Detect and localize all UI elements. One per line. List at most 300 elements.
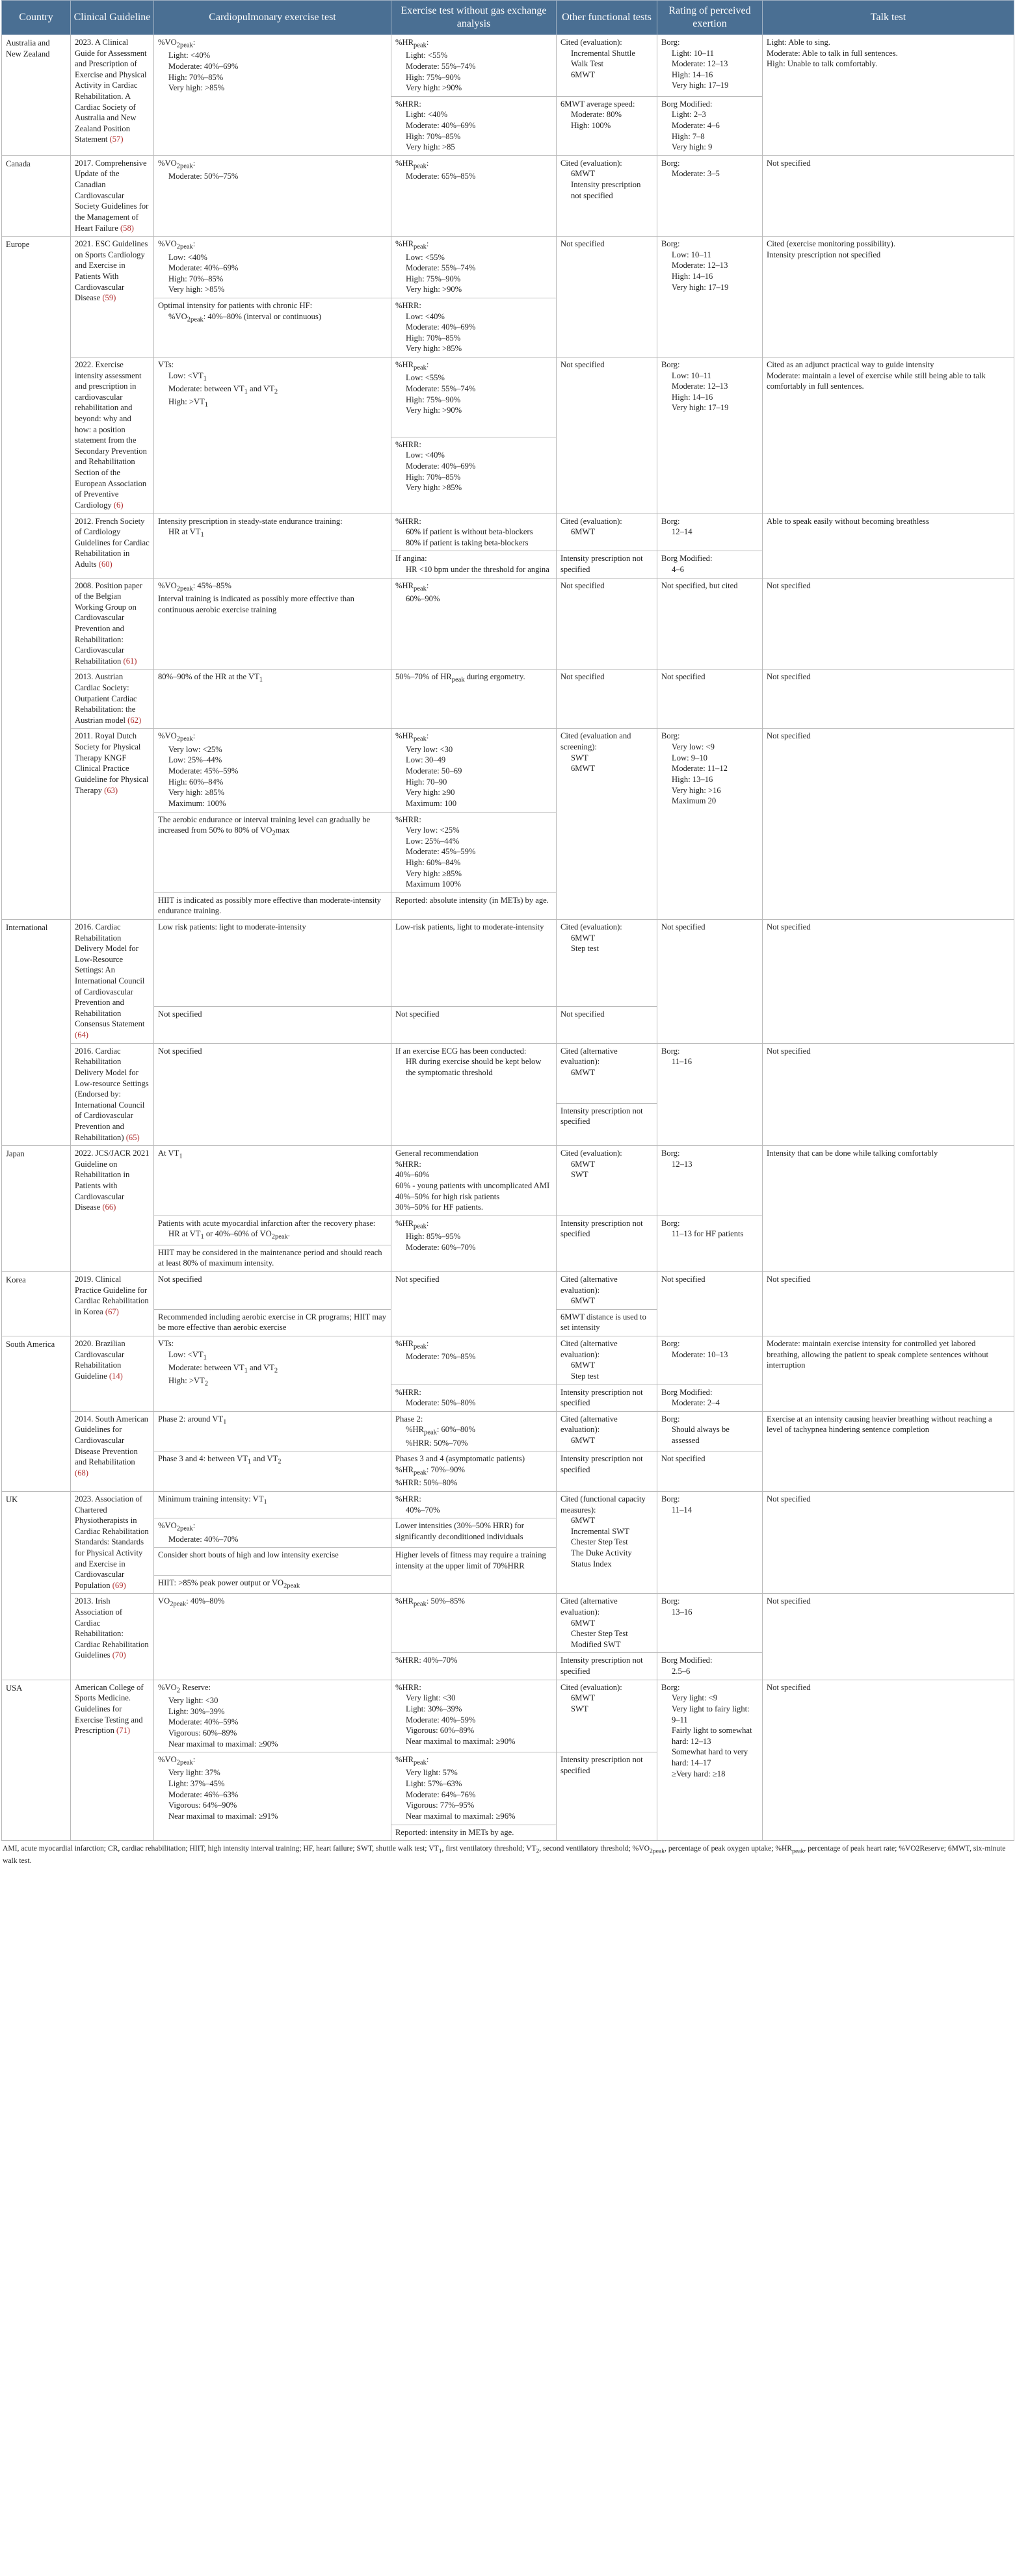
cell-line: 11–16: [672, 1057, 692, 1067]
cell-line: $\%VO_{2peak}$:: [158, 38, 196, 49]
guideline-cell: [71, 1491, 154, 1593]
no-gas-cell: [391, 1216, 557, 1271]
cell-line: Borg:: [661, 1494, 680, 1503]
no-gas-cell: [391, 920, 557, 1007]
cell-line: Maximum 100%: [406, 879, 462, 889]
other-tests-cell: [557, 578, 657, 670]
cell-line: Able to speak easily without becoming breathless: [767, 516, 929, 526]
cell-line: Chester Step Test: [571, 1629, 628, 1639]
other-tests-cell: [557, 96, 657, 155]
country-cell: Australia and New Zealand: [2, 35, 71, 156]
cell-line: Vigorous: 60%–89%: [406, 1726, 475, 1736]
cell-line: Light: <40%: [406, 110, 448, 120]
cell-line: %HRR: 50%–80%: [395, 1478, 458, 1488]
country-cell: Canada: [2, 155, 71, 236]
cell-line: Not specified: [158, 1046, 202, 1056]
cpet-cell: [154, 1491, 391, 1518]
cell-line: Moderate: 50%–80%: [406, 1398, 476, 1408]
no-gas-cell: [391, 670, 557, 729]
cell-line: HIIT may be considered in the maintenance period and should reach at least 80% of maximum intensity.: [158, 1247, 384, 1268]
reference-link[interactable]: (57): [109, 135, 124, 144]
table-row: [2, 1680, 1014, 1752]
cell-line: 40%–50% for high risk patients: [395, 1191, 500, 1201]
rpe-cell: [657, 729, 763, 920]
cell-line: 11–14: [672, 1505, 692, 1515]
cell-line: If an exercise ECG has been conducted:: [395, 1046, 527, 1056]
talk-test-cell: [763, 237, 1014, 358]
reference-link[interactable]: (68): [75, 1468, 88, 1477]
talk-test-cell: [763, 514, 1014, 578]
cell-line: %HRR:: [395, 814, 421, 824]
no-gas-cell: [391, 578, 557, 670]
guideline-title: 2023. Association of Chartered Physiotherapists in Cardiac Rehabilitation Standards: Standards for Physical Activity and Exercise in Cardiovascular Population: [75, 1494, 149, 1590]
cell-line: %HRR:: [395, 1682, 421, 1692]
cell-line: Moderate: 40%–69%: [406, 121, 476, 131]
cell-line: Moderate: 80%: [571, 110, 622, 120]
cpet-cell: [154, 1411, 391, 1451]
no-gas-cell: [391, 1752, 557, 1825]
cell-line: $\%HR_{peak}$: 50%–85%: [395, 1596, 465, 1608]
cell-line: %HRR:: [395, 439, 421, 449]
cell-line: HIIT: >85% peak power output or $VO_{2peak}$: [158, 1578, 300, 1590]
cell-line: 80% if patient is taking beta-blockers: [406, 538, 529, 547]
cell-line: HR at $VT_1$: [168, 527, 204, 539]
guideline-cell: [71, 35, 154, 156]
cell-line: High: 75%–90%: [406, 395, 461, 404]
cell-line: Incremental Shuttle Walk Test: [571, 48, 637, 69]
rpe-cell: [657, 1680, 763, 1840]
cell-line: Not specified: [661, 1275, 705, 1284]
reference-link[interactable]: (59): [102, 293, 116, 303]
cell-line: High: 100%: [571, 121, 611, 131]
no-gas-cell: [391, 1825, 557, 1841]
guideline-title: 2023. A Clinical Guide for Assessment and Prescription of Exercise and Physical Activity in Cardiac Rehabilitation. A Cardiac Society of Australia and New Zealand Position Statement: [75, 38, 147, 144]
cell-line: High: 70%–85%: [406, 333, 461, 343]
cell-line: General recommendation: [395, 1149, 479, 1158]
cell-line: Optimal intensity for patients with chronic HF:: [158, 300, 313, 310]
guideline-title: 2014. South American Guidelines for Cardiovascular Disease Prevention and Rehabilitation: [75, 1414, 148, 1467]
cell-line: Moderate: 40%–69%: [406, 461, 476, 471]
cell-line: 11–13 for HF patients: [672, 1229, 744, 1239]
cell-line: 6MWT: [571, 1296, 596, 1306]
cell-line: Very high: 17–19: [672, 403, 729, 413]
cell-line: Not specified: [560, 580, 605, 590]
cell-line: 6MWT: [571, 1435, 596, 1445]
cell-line: Moderate: 12–13: [672, 59, 728, 69]
cell-line: Borg:: [661, 516, 680, 526]
cell-line: Not specified: [767, 1682, 811, 1692]
cell-line: 60%–90%: [406, 593, 440, 603]
cpet-cell: [154, 670, 391, 729]
cpet-cell: [154, 920, 391, 1007]
cell-line: Moderate: 12–13: [672, 261, 728, 270]
cell-line: High: 75%–90%: [406, 72, 461, 82]
guideline-title: 2019. Clinical Practice Guideline for Cardiac Rehabilitation in Korea: [75, 1275, 149, 1316]
table-row: [2, 920, 1014, 1007]
guideline-table-container: [1, 0, 1014, 1868]
cell-line: Borg:: [661, 1046, 680, 1056]
cpet-cell: [154, 357, 391, 514]
column-header-country: Country: [2, 1, 71, 35]
country-cell: UK: [2, 1491, 71, 1680]
other-tests-cell: [557, 155, 657, 236]
cell-line: 6MWT: [571, 764, 596, 774]
cell-line: Very high: 17–19: [672, 81, 729, 90]
rpe-cell: [657, 1594, 763, 1653]
cell-line: 80%–90% of the HR at the $VT_1$: [158, 672, 263, 684]
cell-line: Borg:: [661, 731, 680, 741]
cell-line: Borg:: [661, 1682, 680, 1692]
cell-line: Moderate: between $VT_1$ and $VT_2$: [168, 1363, 278, 1375]
cell-line: Borg Modified:: [661, 1387, 713, 1397]
cell-line: Cited (evaluation and screening):: [560, 731, 633, 752]
cell-line: 30%–50% for HF patients.: [395, 1203, 484, 1212]
cpet-cell: [154, 1309, 391, 1336]
other-tests-cell: [557, 1680, 657, 1752]
cell-line: Low: 25%–44%: [168, 755, 222, 765]
cell-line: $\%HR_{peak}$:: [395, 580, 429, 593]
other-tests-cell: [557, 1006, 657, 1043]
cell-line: Light: 2–3: [672, 110, 706, 120]
talk-test-cell: [763, 920, 1014, 1044]
table-footnote: AMI, acute myocardial infarction; CR, cardiac rehabilitation; HIIT, high intensity interval training; HF, heart failure; SWT, shuttle walk test; $VT_1$, first ventilatory threshold; $VT_2$, second ventilatory threshold; $\%VO_{2peak}$, percentage of peak oxygen uptake; $\%HR_{peak}$, percentage of peak heart rate; %VO2Reserve; 6MWT, six-minute walk test.: [3, 1844, 1006, 1866]
rpe-cell: [657, 1653, 763, 1680]
cell-line: Moderate: 55%–74%: [406, 61, 476, 71]
no-gas-cell: [391, 357, 557, 437]
cell-line: Moderate: 45%–59%: [406, 847, 476, 857]
cell-line: Cited (alternative evaluation):: [560, 1275, 620, 1295]
cell-line: Borg Modified:: [661, 99, 713, 109]
cell-line: Very light: <9: [672, 1693, 718, 1703]
rpe-cell: [657, 1043, 763, 1145]
table-row: [2, 1594, 1014, 1653]
reference-link[interactable]: (71): [116, 1726, 131, 1736]
cpet-cell: [154, 1548, 391, 1576]
cell-line: Cited (evaluation):: [560, 38, 622, 47]
cell-line: Intensity prescription not specified: [560, 1218, 645, 1239]
other-tests-cell: [557, 237, 657, 358]
reference-link[interactable]: (58): [120, 223, 134, 233]
cell-line: 4–6: [672, 564, 684, 574]
table-row: [2, 1491, 1014, 1518]
cell-line: 6MWT: [571, 1360, 596, 1370]
rpe-cell: [657, 96, 763, 155]
cell-line: $\%HR_{peak}$:: [395, 1755, 429, 1767]
guideline-title: 2022. Exercise intensity assessment and prescription in cardiovascular rehabilitation and beyond: why and how: a position statement from the Secondary Prevention and Rehabilitation Section of the European Association of Preventive Cardiology: [75, 359, 147, 510]
cell-line: %HRR: 40%–70%: [395, 1656, 458, 1665]
cell-line: Low risk patients: light to moderate-intensity: [158, 922, 306, 931]
cell-line: Not specified: [395, 1275, 440, 1284]
cell-line: ≥Very hard: ≥18: [672, 1769, 726, 1778]
cell-line: Very high: 9: [672, 142, 713, 152]
cell-line: Not specified: [560, 239, 605, 249]
no-gas-cell: [391, 1491, 557, 1518]
other-tests-cell: [557, 1385, 657, 1411]
cell-line: Not specified: [395, 1009, 440, 1019]
cell-line: Very high: >85%: [168, 285, 225, 294]
cell-line: Cited (evaluation):: [560, 922, 622, 931]
cell-line: Moderate: 40%–70%: [168, 1534, 239, 1544]
talk-test-cell: [763, 1043, 1014, 1145]
talk-test-cell: [763, 1594, 1014, 1680]
cell-line: Modified SWT: [571, 1639, 621, 1649]
cell-line: $\%VO_{2peak}$: 45%–85%: [158, 580, 231, 593]
cell-line: $\%HR_{peak}$: 70%–90%: [395, 1464, 465, 1477]
cell-line: 6MWT: [571, 1618, 596, 1628]
cell-line: Moderate: 64%–76%: [406, 1789, 476, 1799]
cell-line: Intensity prescription not specified: [560, 1755, 645, 1775]
guideline-table: [1, 0, 1014, 1841]
cell-line: Moderate: 12–13: [672, 382, 728, 391]
cell-line: Incremental SWT: [571, 1526, 629, 1536]
cell-line: At $VT_1$: [158, 1149, 183, 1160]
cell-line: Borg Modified:: [661, 1656, 713, 1665]
cpet-cell: [154, 1043, 391, 1145]
cell-line: Very high: >90%: [406, 83, 462, 93]
cell-line: Moderate: Able to talk in full sentences.: [767, 48, 898, 58]
reference-link[interactable]: (14): [109, 1371, 123, 1381]
cell-line: Very high: >16: [672, 785, 721, 795]
cell-line: Very high: ≥85%: [406, 868, 462, 878]
cell-line: Intensity prescription in steady-state endurance training:: [158, 516, 343, 526]
cell-line: Low: <40%: [168, 252, 207, 262]
cpet-cell: [154, 155, 391, 236]
no-gas-cell: [391, 729, 557, 812]
guideline-cell: [71, 920, 154, 1044]
cell-line: High: 60%–84%: [168, 777, 224, 787]
cell-line: Intensity prescription not specified: [560, 1454, 645, 1474]
cell-line: $\%VO_{2peak}$: 40%–80% (interval or continuous): [168, 311, 321, 324]
reference-link[interactable]: (6): [113, 500, 124, 510]
other-tests-cell: [557, 1451, 657, 1492]
table-row: [2, 237, 1014, 298]
cell-line: $\%HR_{peak}$: 60%–80%: [406, 1425, 475, 1437]
cell-line: Not specified: [560, 1009, 605, 1019]
talk-test-cell: [763, 1146, 1014, 1272]
cell-line: Not specified: [560, 672, 605, 682]
cell-line: Very light: 37%: [168, 1768, 220, 1778]
cell-line: Very light: 57%: [406, 1768, 458, 1778]
cell-line: $VO_{2peak}$: 40%–80%: [158, 1596, 225, 1608]
cell-line: Not specified: [661, 922, 705, 931]
cell-line: Moderate: maintain exercise intensity for controlled yet labored breathing, allowing the patient to speak complete sentences without interruption: [767, 1339, 991, 1370]
cell-line: Not specified: [767, 158, 811, 168]
cell-line: Low: 10–11: [672, 371, 711, 380]
cell-line: Borg:: [661, 38, 680, 47]
cell-line: Very low: <9: [672, 742, 715, 752]
cell-line: Not specified: [560, 359, 605, 369]
cell-line: Reported: intensity in METs by age.: [395, 1827, 514, 1837]
cell-line: High: Unable to talk comfortably.: [767, 59, 878, 69]
cell-line: Very high: >85%: [168, 83, 225, 93]
reference-link[interactable]: (64): [75, 1030, 88, 1040]
no-gas-cell: [391, 1548, 557, 1594]
rpe-cell: [657, 670, 763, 729]
cell-line: Near maximal to maximal: ≥90%: [168, 1739, 278, 1749]
cell-line: Low: <40%: [406, 311, 445, 321]
table-row: [2, 514, 1014, 551]
table-row: [2, 729, 1014, 812]
guideline-title: 2013. Austrian Cardiac Society: Outpatient Cardiac Rehabilitation: the Austrian model: [75, 672, 137, 725]
cell-line: SWT: [571, 1704, 588, 1713]
cell-line: Higher levels of fitness may require a training intensity at the upper limit of 70%HRR: [395, 1550, 549, 1570]
no-gas-cell: [391, 1653, 557, 1680]
cell-line: Somewhat hard to very hard: 14–17: [672, 1747, 750, 1767]
other-tests-cell: [557, 1272, 657, 1310]
guideline-cell: [71, 1411, 154, 1491]
cell-line: Intensity prescription not specified: [560, 1106, 645, 1126]
cell-line: Cited (alternative evaluation):: [560, 1414, 620, 1435]
talk-test-cell: [763, 357, 1014, 514]
country-cell: International: [2, 920, 71, 1146]
reference-link[interactable]: (67): [105, 1307, 119, 1316]
cell-line: The Duke Activity Status Index: [571, 1548, 634, 1568]
other-tests-cell: [557, 1146, 657, 1216]
other-tests-cell: [557, 1103, 657, 1146]
cell-line: 6MWT: [571, 1159, 596, 1169]
cell-line: The aerobic endurance or interval training level can gradually be increased from 50% to 80% of $VO_2\max$: [158, 814, 373, 837]
no-gas-cell: [391, 1336, 557, 1385]
cell-line: SWT: [571, 753, 588, 762]
guideline-cell: [71, 155, 154, 236]
cell-line: Recommended including aerobic exercise in CR programs; HIIT may be more effective than aerobic exercise: [158, 1312, 389, 1333]
cell-line: Step test: [571, 1371, 600, 1381]
cell-line: Moderate: 40%–69%: [406, 322, 476, 332]
cell-line: Lower intensities (30%–50% HRR) for significantly deconditioned individuals: [395, 1521, 527, 1541]
guideline-cell: [71, 1336, 154, 1412]
rpe-cell: [657, 1385, 763, 1411]
guideline-title: 2008. Position paper of the Belgian Working Group on Cardiovascular Prevention and Rehabilitation: Cardiovascular Rehabilitation: [75, 580, 142, 666]
guideline-title: 2021. ESC Guidelines on Sports Cardiology and Exercise in Patients With Cardiovascular Disease: [75, 239, 148, 303]
cell-line: Moderate: 50%–75%: [168, 172, 239, 181]
cell-line: Should always be assessed: [672, 1425, 732, 1445]
cell-line: Moderate: 3–5: [672, 169, 720, 179]
cell-line: Borg:: [661, 1218, 680, 1228]
cell-line: 60% if patient is without beta-blockers: [406, 527, 533, 537]
cell-line: Very high: >85: [406, 142, 455, 152]
talk-test-cell: [763, 578, 1014, 670]
cell-line: Vigorous: 77%–95%: [406, 1801, 475, 1810]
rpe-cell: [657, 1411, 763, 1451]
cell-line: Light: 30%–39%: [168, 1706, 225, 1716]
table-header-row: [2, 1, 1014, 35]
cell-line: Moderate: 65%–85%: [406, 172, 476, 181]
reference-link[interactable]: (60): [98, 559, 112, 569]
other-tests-cell: [557, 551, 657, 578]
cell-line: Cited (evaluation):: [560, 158, 622, 168]
cell-line: Borg:: [661, 239, 680, 249]
cell-line: $\%HR_{peak}$:: [395, 158, 429, 170]
other-tests-cell: [557, 514, 657, 551]
cell-line: Cited (alternative evaluation):: [560, 1339, 620, 1359]
no-gas-cell: [391, 298, 557, 357]
table-body: [2, 35, 1014, 1841]
cell-line: Borg:: [661, 158, 680, 168]
no-gas-cell: [391, 1411, 557, 1451]
cell-line: Low: 10–11: [672, 250, 711, 259]
cell-line: Low: $<VT_1$: [168, 371, 207, 383]
cell-line: Moderate: 45%–59%: [168, 766, 239, 776]
cell-line: 6MWT: [571, 169, 596, 179]
cell-line: Near maximal to maximal: ≥90%: [406, 1736, 516, 1746]
reference-link[interactable]: (66): [102, 1203, 116, 1212]
cell-line: High: 70%–85%: [406, 472, 461, 482]
country-cell: Korea: [2, 1272, 71, 1336]
table-row: [2, 1272, 1014, 1310]
rpe-cell: [657, 1146, 763, 1216]
no-gas-cell: [391, 1594, 557, 1653]
cell-line: Near maximal to maximal: ≥91%: [168, 1811, 278, 1821]
guideline-cell: [71, 729, 154, 920]
cpet-cell: [154, 578, 391, 670]
reference-link[interactable]: (70): [112, 1650, 126, 1660]
reference-link[interactable]: (61): [123, 656, 137, 666]
cell-line: Intensity prescription not specified: [560, 1387, 645, 1408]
rpe-cell: [657, 155, 763, 236]
cpet-cell: [154, 1006, 391, 1043]
cell-line: $\%VO_{2peak}$:: [158, 1521, 196, 1533]
cpet-cell: [154, 1594, 391, 1680]
cell-line: Maximum: 100%: [168, 798, 226, 808]
cell-line: $\%HR_{peak}$:: [395, 1218, 429, 1230]
cell-line: Phase 2: around $VT_1$: [158, 1414, 227, 1426]
cpet-cell: [154, 1216, 391, 1245]
cell-line: Phase 3 and 4: between $VT_1$ and $VT_2$: [158, 1454, 282, 1466]
cell-line: Borg:: [661, 1414, 680, 1424]
cell-line: Not specified: [767, 1046, 811, 1056]
table-row: [2, 578, 1014, 670]
cell-line: Intensity that can be done while talking comfortably: [767, 1149, 938, 1158]
cpet-cell: [154, 1680, 391, 1752]
guideline-cell: [71, 1043, 154, 1145]
cell-line: Very high: 17–19: [672, 282, 729, 292]
cell-line: Moderate: 40%–69%: [168, 61, 239, 71]
guideline-title: 2011. Royal Dutch Society for Physical Therapy KNGF Clinical Practice Guideline for Physical Therapy: [75, 731, 149, 795]
cell-line: High: 13–16: [672, 774, 713, 784]
cell-line: Not specified: [767, 1275, 811, 1284]
cell-line: Borg:: [661, 1149, 680, 1158]
column-header-other-functional-tests: Other functional tests: [557, 1, 657, 35]
cell-line: Very low: <30: [406, 744, 453, 754]
cell-line: Very light to fairy light: 9–11: [672, 1704, 752, 1724]
no-gas-cell: [391, 35, 557, 97]
cell-line: $\%HR_{peak}$:: [395, 38, 429, 49]
rpe-cell: [657, 1272, 763, 1336]
cell-line: Moderate: 55%–74%: [406, 263, 476, 273]
rpe-cell: [657, 578, 763, 670]
guideline-cell: [71, 357, 154, 514]
reference-link[interactable]: (63): [104, 785, 118, 795]
reference-link[interactable]: (62): [127, 715, 142, 725]
column-header-talk-test: Talk test: [763, 1, 1014, 35]
cell-line: High: $>VT_2$: [168, 1376, 208, 1388]
cell-line: Not specified: [158, 1275, 202, 1284]
cell-line: Moderate: maintain a level of exercise while still being able to talk comfortably in full sentences.: [767, 371, 988, 391]
reference-link[interactable]: (69): [112, 1580, 126, 1590]
talk-test-cell: [763, 1680, 1014, 1840]
cell-line: Vigorous: 64%–90%: [168, 1801, 237, 1810]
rpe-cell: [657, 551, 763, 578]
cell-line: Borg:: [661, 1339, 680, 1349]
reference-link[interactable]: (65): [125, 1132, 140, 1142]
cell-line: Borg Modified:: [661, 554, 713, 564]
cell-line: $\%HR_{peak}$:: [395, 1339, 429, 1351]
cell-line: Very high: ≥90: [406, 788, 455, 798]
cell-line: Fairly light to somewhat hard: 12–13: [672, 1726, 754, 1746]
guideline-title: American College of Sports Medicine. Guidelines for Exercise Testing and Prescription: [75, 1682, 144, 1736]
cell-line: Intensity prescription not specified: [560, 1656, 645, 1676]
cell-line: Light: Able to sing.: [767, 38, 830, 47]
